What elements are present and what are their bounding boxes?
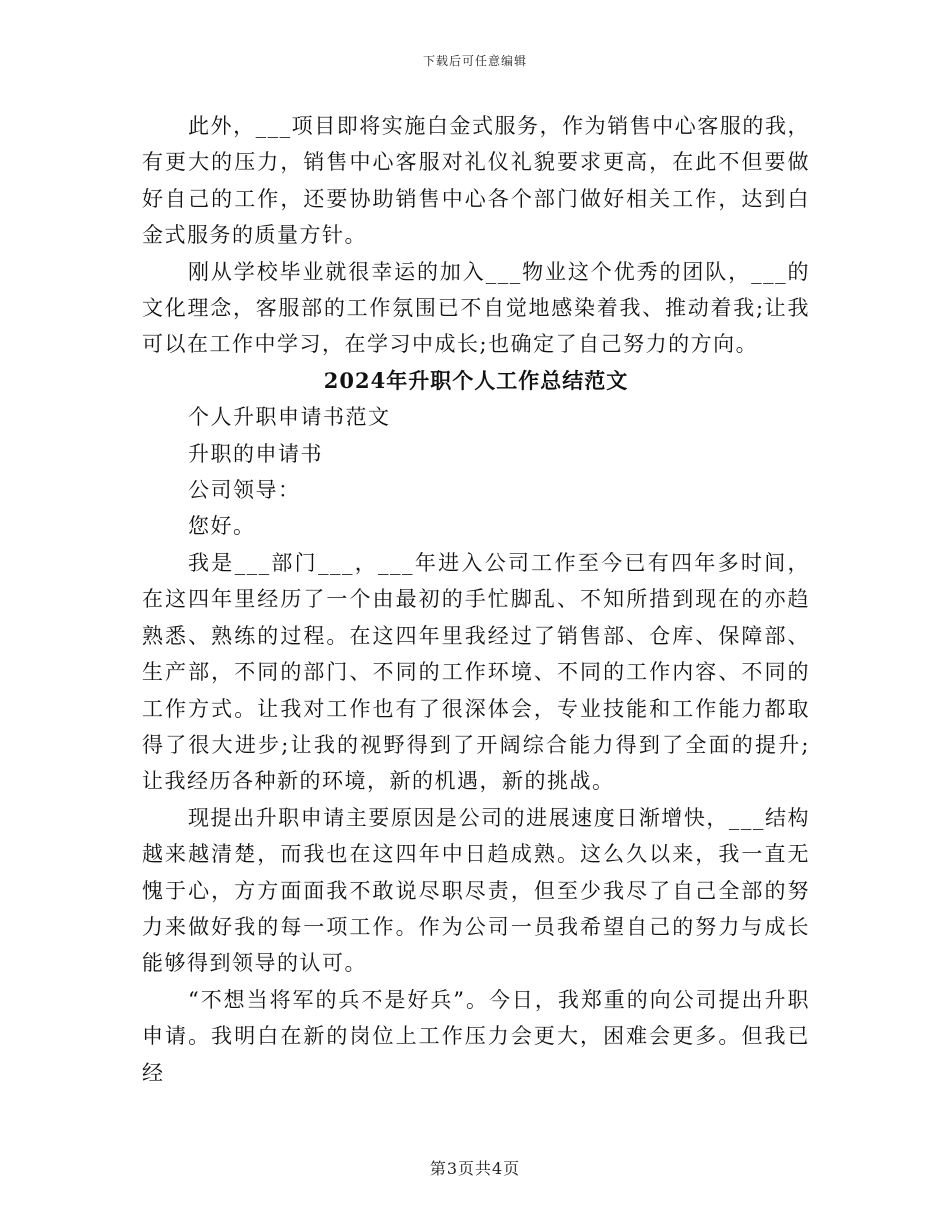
page-number: 第3页共4页 bbox=[429, 1159, 521, 1178]
paragraph-joining-team: 刚从学校毕业就很幸运的加入___物业这个优秀的团队，___的文化理念，客服部的工作氛围已不自觉地感染着我、推动着我;让我可以在工作中学习，在学习中成长;也确定了自己努力的方向。 bbox=[142, 259, 810, 357]
paragraph-work-history: 我是___部门___，___年进入公司工作至今已有四年多时间，在这四年里经历了一个由最初的手忙脚乱、不知所措到现在的亦趋熟悉、熟练的过程。在这四年里我经过了销售部、仓库、保障部、生产部，不同的部门、不同的工作环境、不同的工作内容、不同的工作方式。让我对工作也有了很深体会，专业技能和工作能力都取得了很大进步;让我的视野得到了开阔综合能力得到了全面的提升;让我经历各种新的环境，新的机遇，新的挑战。 bbox=[142, 550, 810, 794]
document-body bbox=[142, 108, 810, 1091]
line-sample-heading: 个人升职申请书范文 bbox=[188, 405, 391, 430]
document-title: 2024年升职个人工作总结范文 bbox=[323, 367, 629, 393]
page-header: 下载后可任意编辑 bbox=[422, 54, 527, 68]
line-letter-title: 升职的申请书 bbox=[188, 441, 323, 466]
line-greeting: 您好。 bbox=[188, 514, 256, 539]
paragraph-promotion-reason: 现提出升职申请主要原因是公司的进展速度日渐增快，___结构越来越清楚，而我也在这四年中日趋成熟。这么久以来，我一直无愧于心，方方面面我不敢说尽职尽责，但至少我尽了自己全部的努力来做好我的每一项工作。作为公司一员我希望自己的努力与成长能够得到领导的认可。 bbox=[142, 805, 810, 976]
line-salutation: 公司领导： bbox=[188, 478, 301, 503]
paragraph-platinum-service: 此外，___项目即将实施白金式服务，作为销售中心客服的我，有更大的压力，销售中心客服对礼仪礼貌要求更高，在此不但要做好自己的工作，还要协助销售中心各个部门做好相关工作，达到白金式服务的质量方针。 bbox=[142, 114, 810, 248]
paragraph-promotion-request: “不想当将军的兵不是好兵”。今日，我郑重的向公司提出升职申请。我明白在新的岗位上工作压力会更大，困难会更多。但我已经 bbox=[142, 987, 810, 1085]
